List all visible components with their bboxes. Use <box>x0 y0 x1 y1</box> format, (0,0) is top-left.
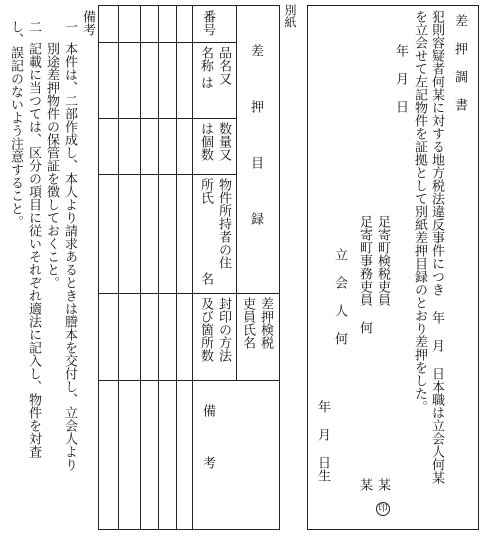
note1-line2: 別途差押物件の保管証を徴しておくこと。 <box>44 42 59 289</box>
col-official-a: 差押検税 <box>258 297 273 349</box>
record-body-line1: 犯則容疑者何某に対する地方税法違反事件につき 年 月 日本職は立会人何某 <box>429 10 444 484</box>
note2-line1: 記載に当つては、区分の項目に従いそれぞれ適法に記入し、物件を対査 <box>26 42 41 458</box>
official1-name: 某 <box>375 478 390 491</box>
note1-number: 一 <box>62 20 77 33</box>
col-name-a: 品名又 <box>216 46 231 85</box>
col-official-b: 吏員氏名 <box>240 297 255 349</box>
table-col-line <box>176 5 177 530</box>
official1-title: 足寄町検税吏員 <box>375 215 390 306</box>
attachment-label: 別紙 <box>283 4 297 28</box>
table-col-line <box>158 5 159 530</box>
col-name-b2: は <box>198 76 213 89</box>
col-owner-a: 物件所持者の住 <box>216 178 231 269</box>
table-col-line <box>118 5 119 530</box>
table-row-line <box>98 118 236 119</box>
record-body-line2: を立会せて左記物件を証拠として別紙差押目録のとおり差押をした。 <box>412 10 427 413</box>
table-row-line <box>98 174 236 175</box>
col-owner-c: 名 <box>198 272 213 285</box>
title-strip-line <box>236 5 237 293</box>
note1-line1: 本件は、二部作成し、本人より請求あるときは謄本を交付し、立会人より <box>62 42 77 471</box>
col-name-b: 名称 <box>198 46 213 72</box>
seal-icon: 印 <box>376 502 390 516</box>
witness-dob: 年 月 日生 <box>315 400 330 482</box>
col-qty-a: 数量又 <box>216 122 231 161</box>
official-col-line <box>236 293 237 380</box>
note2-line2: し、誤記のないよう注意すること。 <box>8 20 23 228</box>
col-qty-b: は個数 <box>198 122 213 161</box>
table-row-line <box>98 380 280 381</box>
table-row-line <box>98 42 236 43</box>
record-date: 年 月 日 <box>393 44 408 113</box>
col-remarks: 備 考 <box>200 404 215 469</box>
col-seal-b: 及び箇所数 <box>198 297 213 362</box>
table-col-line <box>192 5 193 530</box>
col-owner-b: 所氏 <box>198 178 213 204</box>
table-col-line <box>140 5 141 530</box>
col-seal-a: 封印の方法 <box>216 297 231 362</box>
col-number: 番号 <box>200 10 215 36</box>
official2-name: 某 <box>357 478 372 491</box>
seal-mark <box>376 496 390 516</box>
witness-label: 立 会 人 何 <box>332 248 347 345</box>
note2-number: 二 <box>26 20 41 33</box>
notes-heading: 備考 <box>80 10 95 36</box>
table-row-line <box>98 293 280 294</box>
official2-title: 足寄町事務吏員 何 <box>357 215 372 334</box>
record-title: 差 押 調 書 <box>452 14 467 111</box>
inventory-title: 差 押 目 録 <box>248 44 263 239</box>
